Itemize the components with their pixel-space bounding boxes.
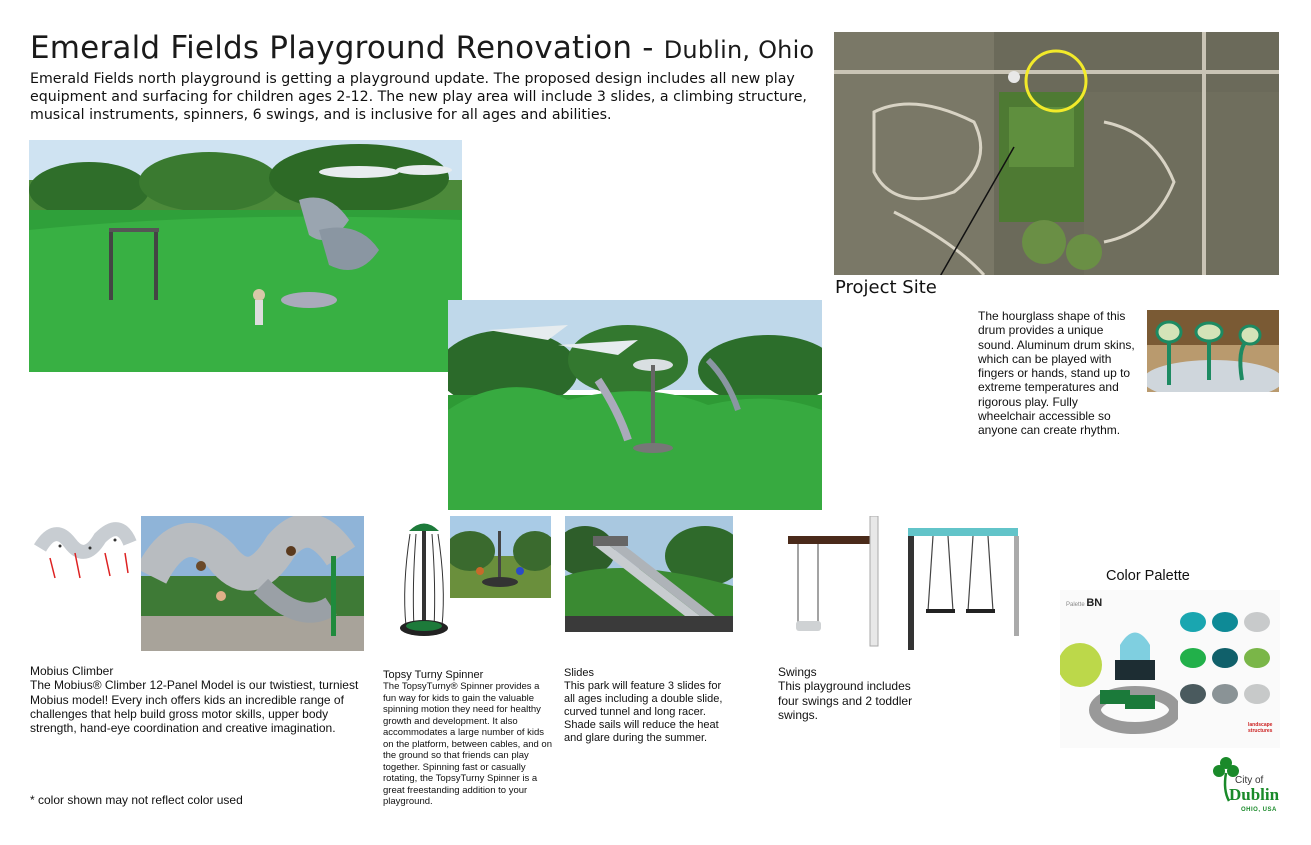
city-of-dublin-logo: [1213, 755, 1283, 817]
palette-code-prefix: Palette: [1066, 602, 1085, 608]
logo-city: City of: [1235, 775, 1264, 786]
palette-swatch: [1212, 648, 1238, 668]
intro-paragraph: Emerald Fields north playground is getting a playground update. The proposed design includes all new play equipment and surfacing for children ages 2-12. The new play area will include 3 slides, a climbing structure, musical instruments, spinners, 6 swings, and is inclusive for all ages and abilities.: [30, 71, 807, 123]
mobius-caption: [30, 664, 360, 735]
palette-swatch: [1212, 684, 1238, 704]
spinner-title: Topsy Turny Spinner: [383, 669, 484, 681]
mobius-title: Mobius Climber: [30, 664, 114, 678]
logo-name: Dublin: [1229, 785, 1280, 804]
palette-swatch: [1244, 612, 1270, 632]
title-location: Dublin, Ohio: [663, 36, 815, 64]
palette-code-row: [1066, 597, 1102, 609]
palette-swatch: [1180, 648, 1206, 668]
swings-caption: [778, 665, 928, 722]
swings-description: This playground includes four swings and 2 toddler swings.: [778, 679, 913, 722]
page-title: [30, 30, 814, 66]
color-palette-title: Color Palette: [1106, 568, 1190, 584]
aerial-site-map: [834, 32, 1279, 275]
slides-title: Slides: [564, 667, 594, 679]
project-site-label: Project Site: [835, 277, 937, 298]
slides-description: This park will feature 3 slides for all ages including a double slide, curved tunnel and long racer. Shade sails will reduce the heat and glare during the summer.: [564, 680, 723, 744]
swings-illustration: [778, 516, 1040, 651]
palette-swatch: [1180, 612, 1206, 632]
swings-title: Swings: [778, 665, 817, 679]
palette-product-image: [1060, 610, 1178, 748]
title-main: Emerald Fields Playground Renovation -: [30, 30, 664, 66]
spinner-description: The TopsyTurny® Spinner provides a fun way for kids to gain the valuable spinning motion they need for healthy growth and development. It also accommodates a large number of kids on the platform, between cables, and on the ground so that friends can play together. Spinning fast or casually rotating, the TopsyTurny Spinner is a great freestanding addition to your playground.: [383, 681, 553, 807]
slides-caption: [564, 667, 729, 745]
spinner-caption: [383, 669, 553, 808]
drum-photo: [1147, 310, 1279, 392]
mobius-diagram: [30, 518, 138, 588]
slides-photo: [565, 516, 733, 632]
mobius-description: The Mobius® Climber 12-Panel Model is our twistiest, turniest Mobius model! Every inch offers kids an incredible range of challenges that help build gross motor skills, upper body strength, hand-eye coordination and creative imagination.: [30, 678, 359, 736]
palette-code: BN: [1086, 597, 1103, 609]
color-disclaimer: * color shown may not reflect color used: [30, 793, 243, 807]
logo-state: OHIO, USA: [1241, 807, 1277, 813]
playground-rendering-1: [29, 140, 462, 372]
palette-swatch: [1212, 612, 1238, 632]
palette-swatch: [1180, 684, 1206, 704]
spinner-photo: [450, 516, 551, 598]
mobius-climber-photo: [141, 516, 364, 651]
playground-rendering-2: [448, 300, 822, 510]
color-palette-card: [1060, 590, 1280, 748]
palette-swatch: [1244, 684, 1270, 704]
palette-swatch: [1244, 648, 1270, 668]
drum-description: The hourglass shape of this drum provides a unique sound. Aluminum drum skins, which can be played with fingers or hands, stand up to extreme temperatures and rigorous play. Fully wheelchair accessible so anyone can create rhythm.: [978, 309, 1135, 438]
palette-brand: landscape structures: [1248, 722, 1273, 734]
